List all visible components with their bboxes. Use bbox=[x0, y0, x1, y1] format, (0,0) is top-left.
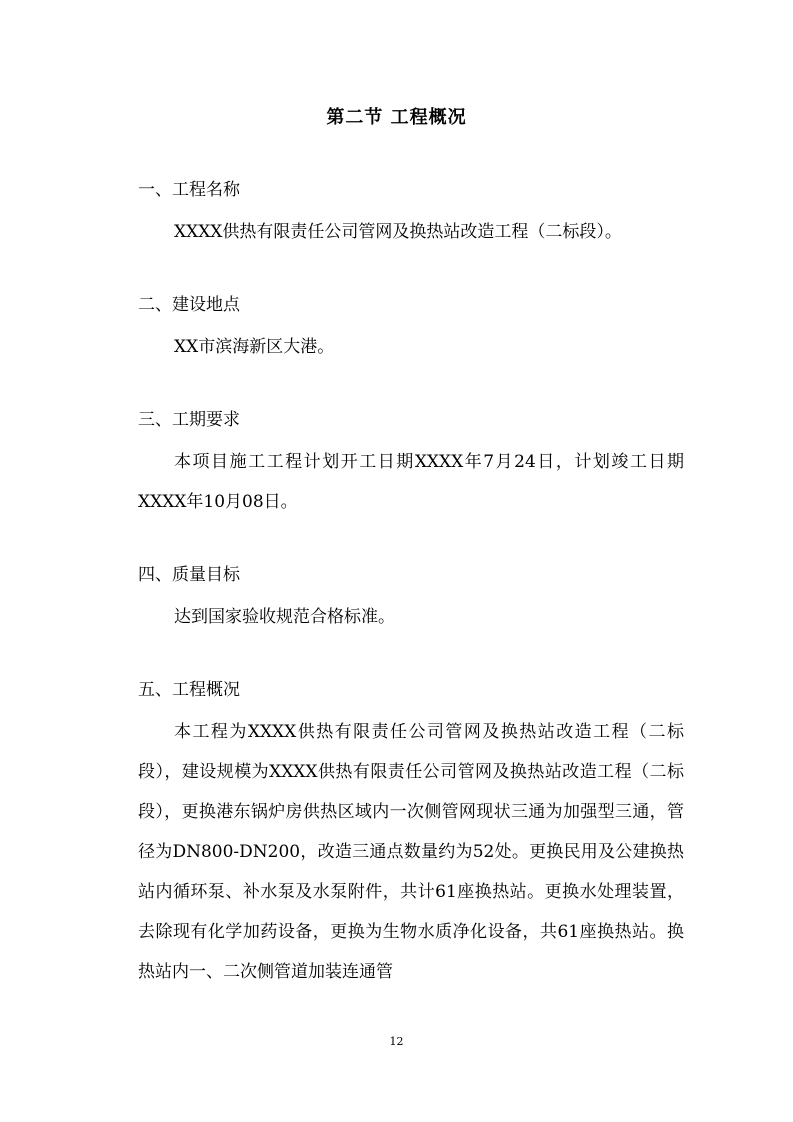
section-body-quality: 达到国家验收规范合格标准。 bbox=[174, 607, 395, 627]
page-title: 第二节 工程概况 bbox=[326, 107, 467, 128]
section-heading-schedule: 三、工期要求 bbox=[138, 410, 240, 430]
section-body-location: XX市滨海新区大港。 bbox=[174, 337, 335, 357]
section-heading-quality: 四、质量目标 bbox=[138, 565, 240, 585]
section-body-schedule: 本项目施工工程计划开工日期XXXX年7月24日，计划竣工日期XXXX年10月08日。 bbox=[138, 452, 684, 512]
section-heading-overview: 五、工程概况 bbox=[138, 680, 240, 700]
page-number: 12 bbox=[389, 1035, 404, 1048]
section-body-project-name: XXXX供热有限责任公司管网及换热站改造工程（二标段）。 bbox=[174, 222, 622, 242]
section-heading-location: 二、建设地点 bbox=[138, 295, 240, 315]
section-heading-project-name: 一、工程名称 bbox=[138, 180, 240, 200]
section-body-overview: 本工程为XXXX供热有限责任公司管网及换热站改造工程（二标段），建设规模为XXXX供热有限责任公司管网及换热站改造工程（二标段），更换港东锅炉房供热区域内一次侧管网现状三通为加强型三通，管径为DN800-DN200，改造三通点数量约为52处。更换民用及公建换热站内循环泵、补水泵及水泵附件，共计61座换热站。更换水处理装置，去除现有化学加药设备，更换为生物水质净化设备，共61座换热站。换热站内一、二次侧管道加装连通管 bbox=[138, 722, 684, 982]
